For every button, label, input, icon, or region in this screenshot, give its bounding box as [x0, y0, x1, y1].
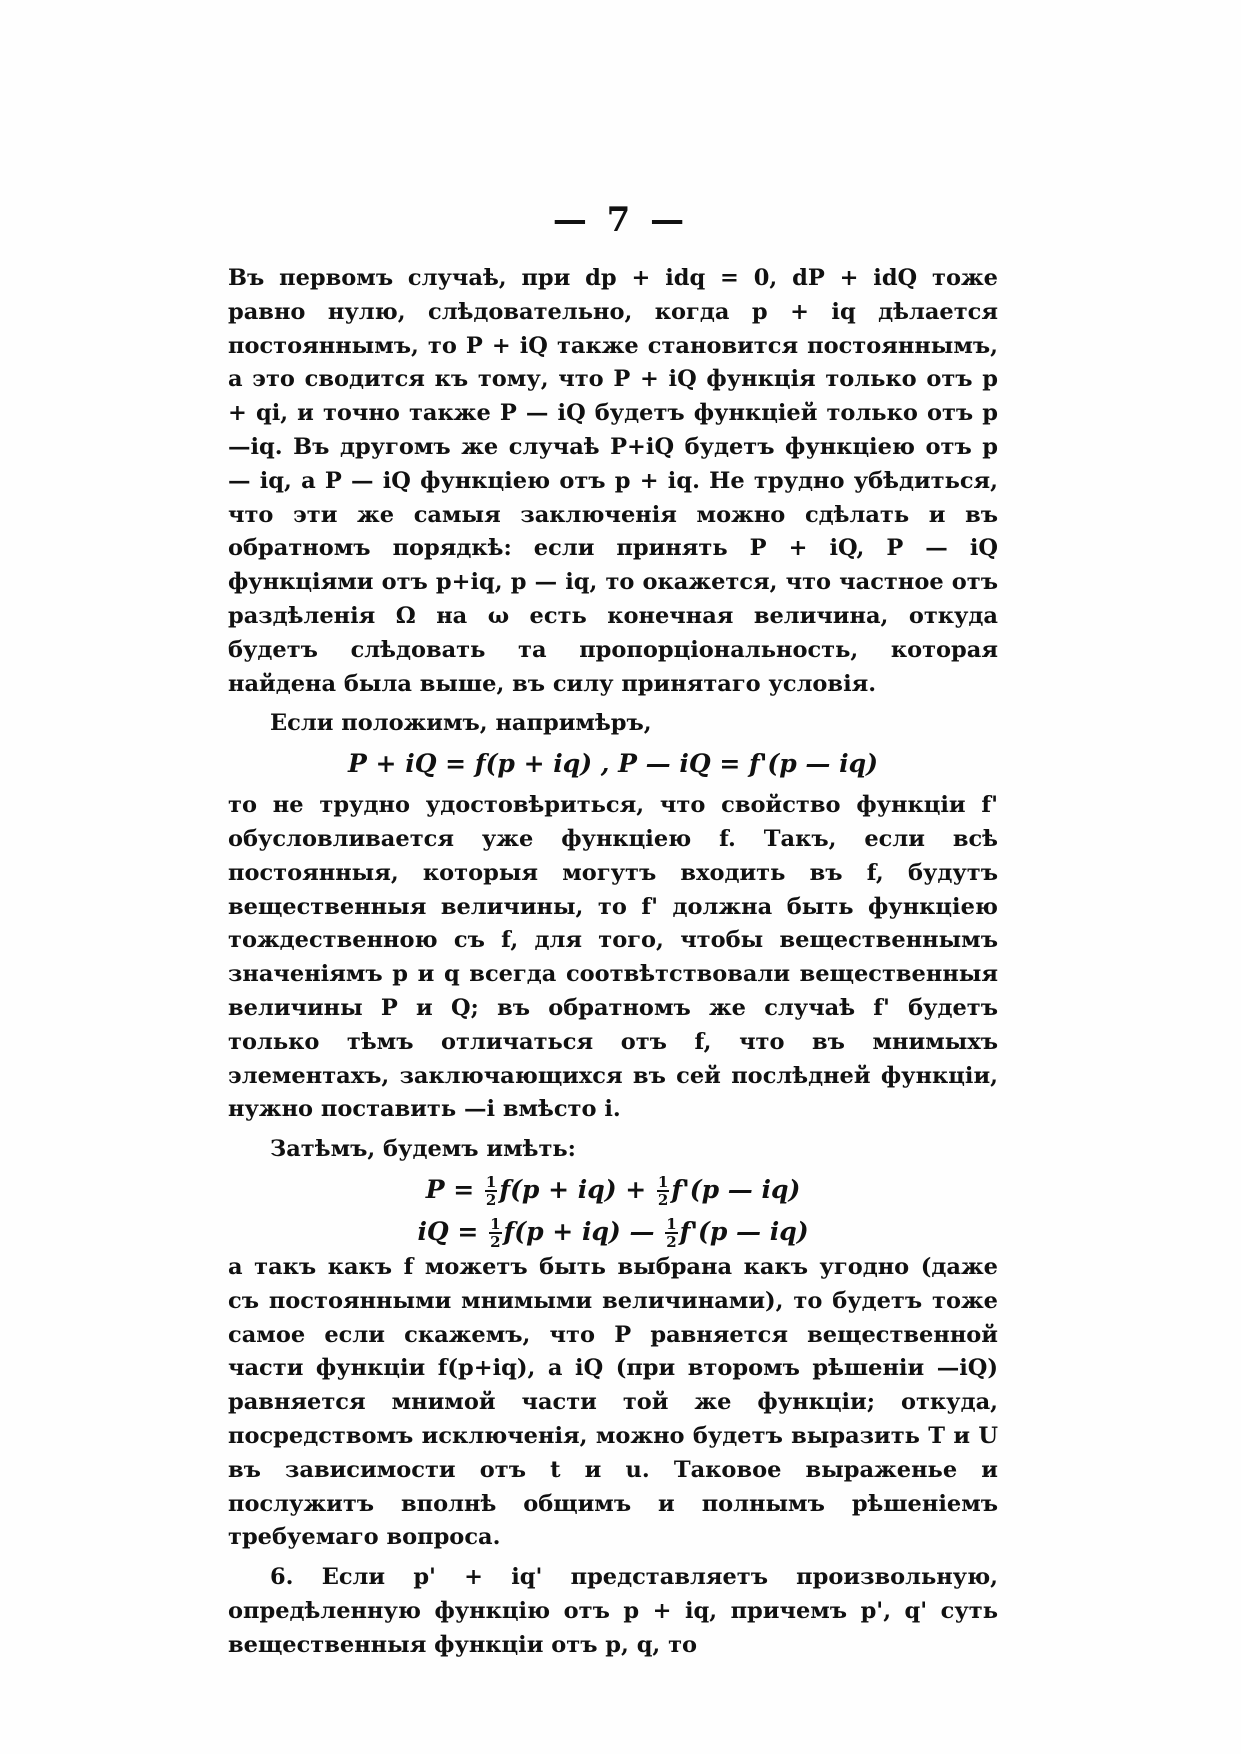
fraction-denominator: 2 [485, 1191, 497, 1210]
paragraph-2: Если положимъ, напримѣръ, [270, 710, 652, 737]
paragraph-5: а такъ какъ f можетъ быть выбрана какъ угодно (даже съ постоянными мнимыми величинами), то будетъ тоже самое если скажемъ, что P равняется вещественной части функціи f(p+iq), а iQ (при второмъ рѣшеніи —iQ) равняется мнимой части той же функціи; откуда, посредствомъ исключенія, можно будетъ выразить T и U въ зависимости отъ t и u. Таковое выраженье и послужитъ вполнѣ общимъ и полнымъ рѣшеніемъ требуемаго вопроса. [228, 1253, 998, 1551]
fraction-denominator: 2 [666, 1233, 677, 1252]
formula-2-term-2: f'(p — iq) [671, 1174, 801, 1204]
fraction-denominator: 2 [490, 1233, 501, 1252]
fraction-half [665, 1216, 677, 1250]
page-body [228, 262, 998, 1662]
paragraph-1: Въ первомъ случаѣ, при dp + idq = 0, dP + idQ тоже равно нулю, слѣдовательно, когда p + iq дѣлается постояннымъ, то P + iQ также становится постояннымъ, а это сводится къ тому, что P + iQ функція только отъ p + qi, и точно также P — iQ будетъ функціей только отъ p—iq. Въ другомъ же случаѣ P+iQ будетъ функціею отъ p — iq, а P — iQ функціею отъ p + iq. Не трудно убѣдиться, что эти же самыя заключенія можно сдѣлать и въ обратномъ порядкѣ: если принять P + iQ, P — iQ функціями отъ p+iq, p — iq, то окажется, что частное отъ раздѣленія Ω на ω есть конечная величина, откуда будетъ слѣдовать та пропорціональность, которая найдена была выше, въ силу принятаго условія. [228, 265, 998, 697]
fraction-numerator: 1 [485, 1173, 497, 1192]
formula-3-term-2: f'(p — iq) [679, 1216, 809, 1246]
formula-2-term-1: f(p + iq) + [499, 1174, 647, 1204]
formula-2 [228, 1171, 998, 1209]
fraction-half [489, 1216, 501, 1250]
page-number: — 7 — [552, 200, 689, 240]
fraction-half [485, 1174, 497, 1208]
fraction-numerator: 1 [490, 1215, 501, 1234]
formula-3-term-1: f(p + iq) — [503, 1216, 655, 1246]
paragraph-4: Затѣмъ, будемъ имѣть: [270, 1136, 576, 1163]
formula-3-lhs: iQ = [417, 1216, 479, 1246]
fraction-numerator: 1 [666, 1215, 677, 1234]
formula-3 [228, 1213, 998, 1251]
formula-1: P + iQ = f(p + iq) , P — iQ = f'(p — iq) [348, 749, 878, 779]
formula-2-lhs: P = [425, 1174, 475, 1204]
paragraph-6: 6. Если p' + iq' представляетъ произвольную, опредѣленную функцію отъ p + iq, причемъ p', q' суть вещественныя функціи отъ p, q, то [228, 1564, 998, 1658]
fraction-numerator: 1 [657, 1173, 669, 1192]
paragraph-3: то не трудно удостовѣриться, что свойство функціи f' обусловливается уже функціею f. Такъ, если всѣ постоянныя, которыя могутъ входить въ f, будутъ вещественныя величины, то f' должна быть функціею тождественною съ f, для того, чтобы вещественнымъ значеніямъ p и q всегда соотвѣтствовали вещественныя величины P и Q; въ обратномъ же случаѣ f' будетъ только тѣмъ отличаться отъ f, что въ мнимыхъ элементахъ, заключающихся въ сей послѣдней функціи, нужно поставить —i вмѣсто i. [228, 792, 998, 1123]
fraction-denominator: 2 [657, 1191, 669, 1210]
fraction-half [657, 1174, 669, 1208]
